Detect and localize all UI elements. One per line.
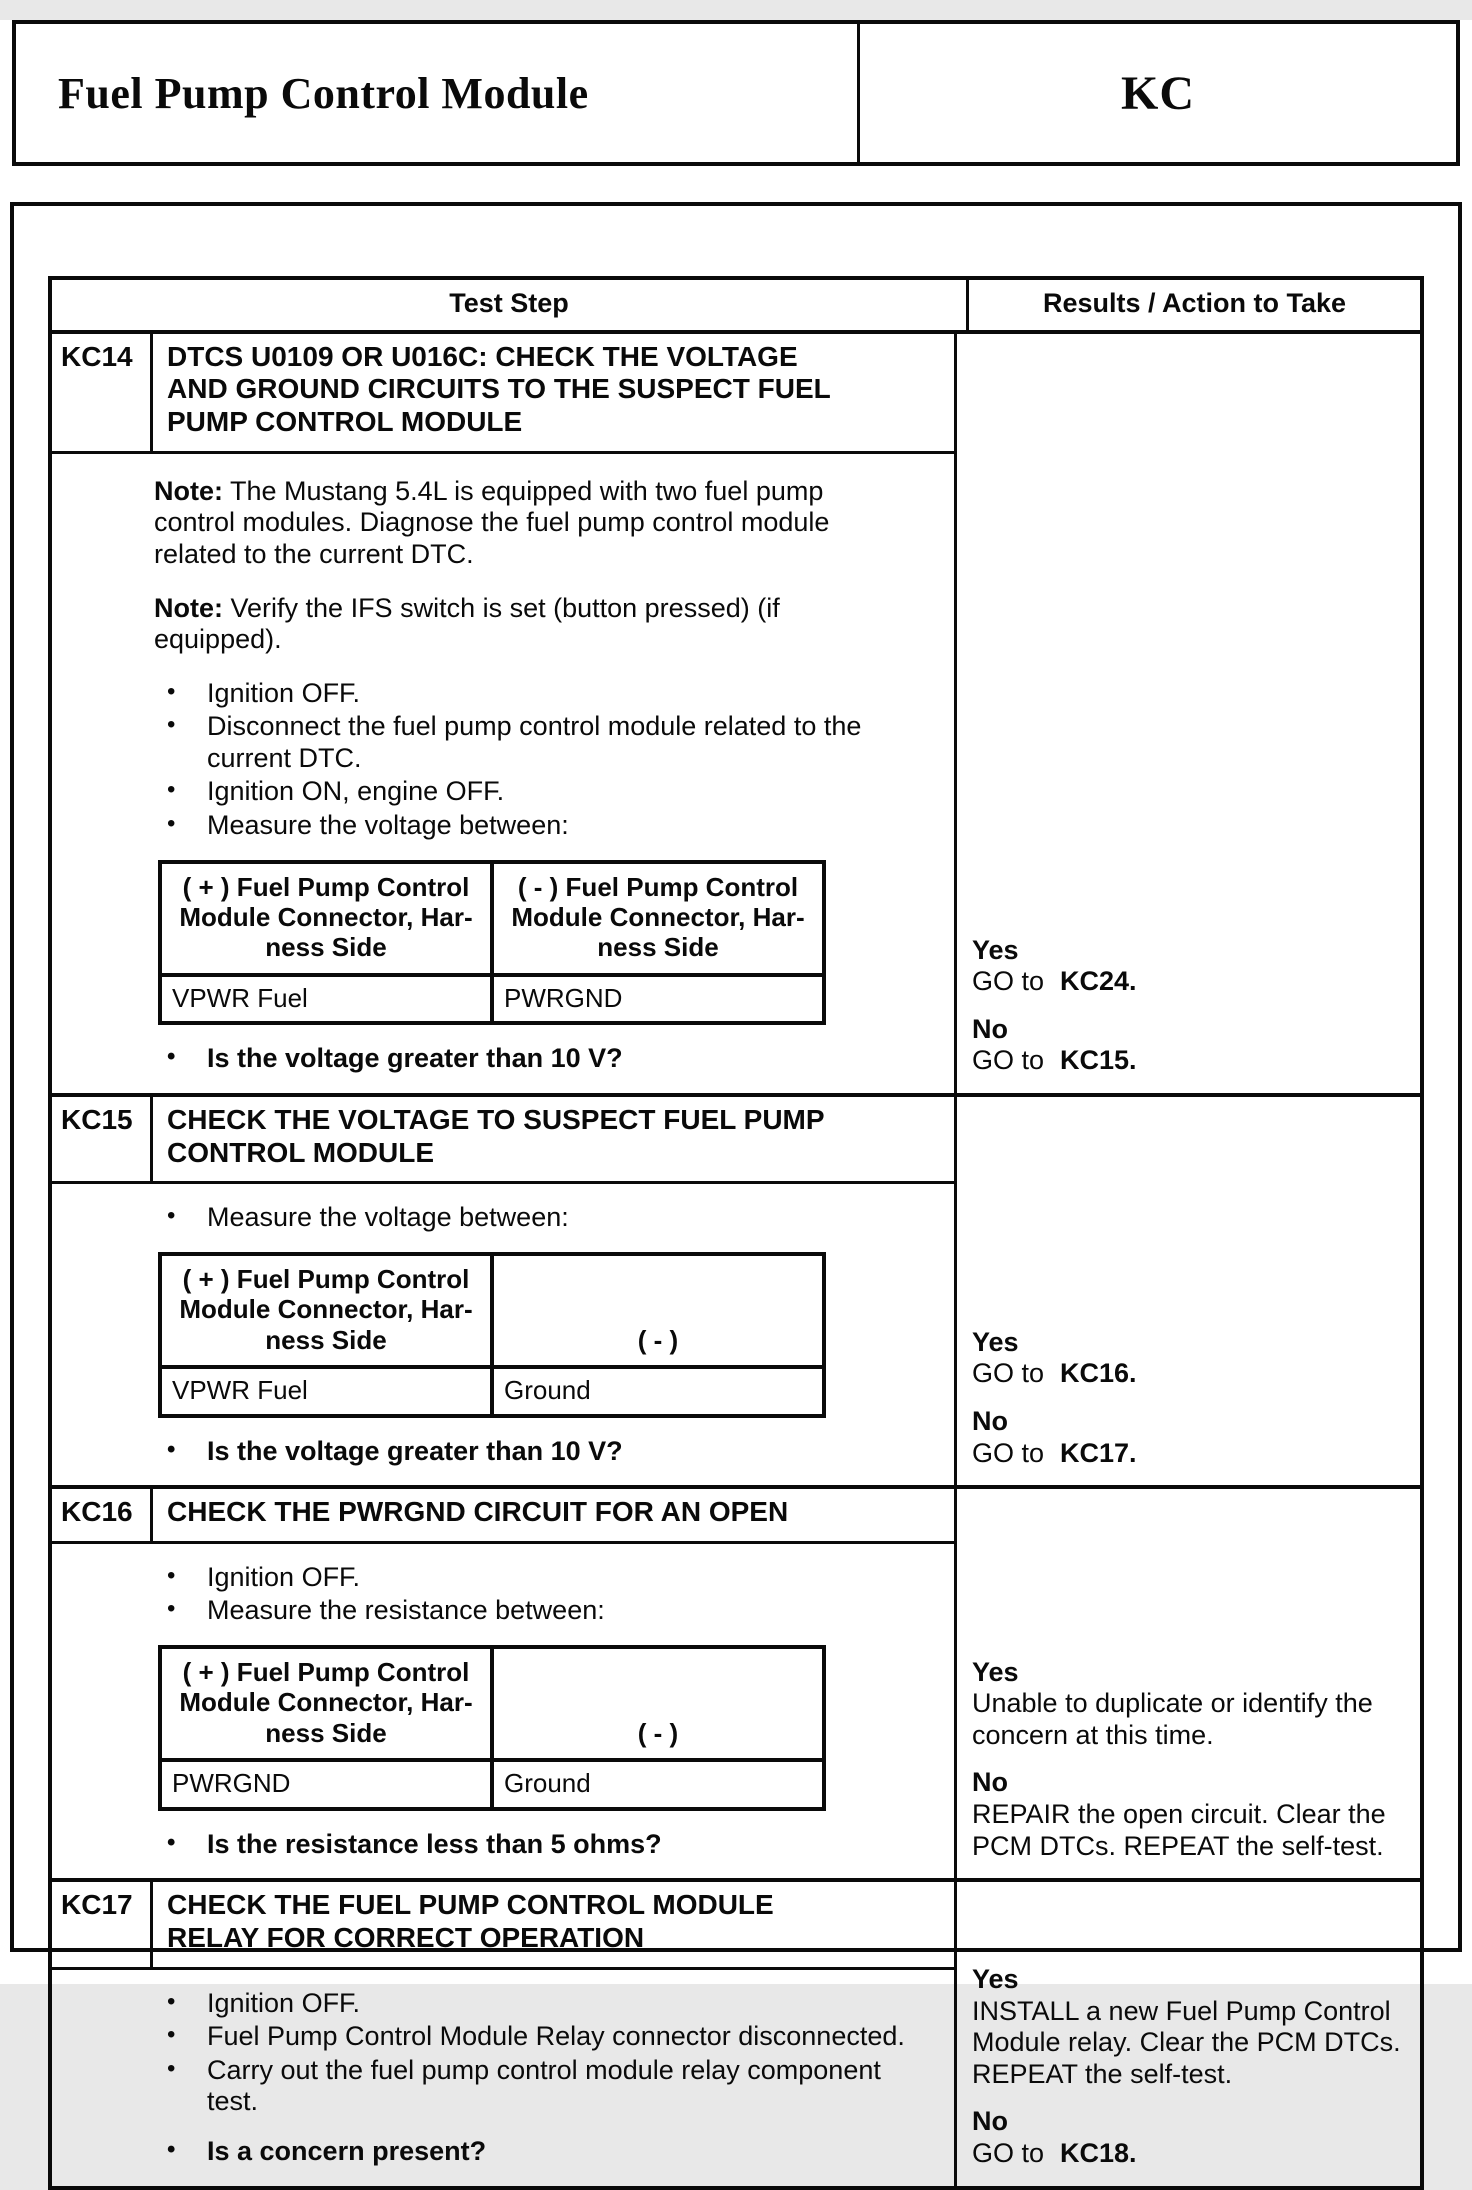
pinpoint-test-table <box>48 276 1424 2190</box>
note-paragraph: Note: Verify the IFS switch is set (button pressed) (if equipped). <box>154 592 780 655</box>
page-title: Fuel Pump Control Module <box>58 68 589 118</box>
test-step-cell <box>52 1489 957 1878</box>
instruction-bullet <box>154 2021 910 2053</box>
measurement-table-header-cell: ( - ) <box>637 1717 679 1748</box>
step-id: KC16 <box>52 1489 153 1541</box>
bullet-icon: • <box>167 1987 176 2015</box>
measurement-table-data-cell: PWRGND <box>162 1762 494 1806</box>
result-answer: Yes <box>972 934 1019 965</box>
bullet-icon: • <box>167 2054 176 2082</box>
bullet-icon: • <box>167 1595 176 1623</box>
question-bullet <box>154 1829 910 1861</box>
bullet-text: Is the resistance less than 5 ohms? <box>207 1828 662 1859</box>
bullet-icon: • <box>167 2136 176 2164</box>
measurement-table-data-cell: Ground <box>504 1375 591 1406</box>
measurement-table-header-row <box>162 1256 822 1369</box>
bullet-icon: • <box>167 1202 176 1230</box>
results-cell <box>957 1882 1420 2185</box>
page-header <box>12 20 1460 166</box>
result-action: GO to KC18. <box>972 2138 1137 2169</box>
test-step-row <box>52 1878 1420 2185</box>
note-label: Note: <box>154 592 223 623</box>
result-action: GO to KC16. <box>972 1358 1137 1389</box>
bullet-icon: • <box>167 1828 176 1856</box>
result-action: GO to KC24. <box>972 966 1137 997</box>
result-answer: No <box>972 2106 1008 2137</box>
step-title-row <box>52 334 954 454</box>
result-answer: Yes <box>972 1964 1019 1995</box>
result-answer: Yes <box>972 1656 1019 1687</box>
measurement-table-data-row <box>162 977 822 1021</box>
bullet-text: Measure the voltage between: <box>207 810 569 841</box>
bullet-icon: • <box>167 1043 176 1071</box>
measurement-table-data-cell: VPWR Fuel <box>162 1369 494 1413</box>
measurement-table <box>158 1252 826 1418</box>
step-id: KC17 <box>52 1882 153 1967</box>
result-action: Unable to duplicate or identify the concern at this time. <box>972 1688 1373 1750</box>
question-bullet <box>154 2136 910 2168</box>
test-step-cell <box>52 1097 957 1485</box>
test-step-cell <box>52 334 957 1093</box>
result-group <box>972 935 1404 998</box>
measurement-table-data-row <box>162 1762 822 1806</box>
bullet-text: Measure the resistance between: <box>207 1595 605 1626</box>
step-instructions <box>52 1544 954 1878</box>
bullet-icon: • <box>167 711 176 739</box>
step-instructions <box>52 1184 954 1485</box>
note-label: Note: <box>154 475 223 506</box>
measurement-table <box>158 1645 826 1811</box>
table-body <box>52 334 1420 2186</box>
step-title: CHECK THE PWRGND CIRCUIT FOR AN OPEN <box>167 1496 789 1528</box>
measurement-table-header-cell: ( + ) Fuel Pump Control Module Connector, Har- ness Side <box>162 864 494 973</box>
step-title: DTCS U0109 OR U016C: CHECK THE VOLTAGE AND GROUND CIRCUITS TO THE SUSPECT FUEL PUMP CONTROL MODULE <box>167 340 831 438</box>
measurement-table-header-cell: ( - ) <box>637 1324 679 1355</box>
result-action: GO to KC15. <box>972 1045 1137 1076</box>
instruction-bullet <box>154 2055 910 2118</box>
column-header-test-step: Test Step <box>52 280 969 330</box>
instruction-bullet <box>154 1595 910 1627</box>
measurement-table-header-row <box>162 864 822 977</box>
bullet-text: Measure the voltage between: <box>207 1202 569 1233</box>
instruction-bullet <box>154 711 910 774</box>
measurement-table-header-cell: ( + ) Fuel Pump Control Module Connector, Har- ness Side <box>162 1256 494 1365</box>
bullet-icon: • <box>167 2021 176 2049</box>
bullet-text: Ignition ON, engine OFF. <box>207 776 505 807</box>
goto-step-reference: KC15. <box>1060 1045 1137 1076</box>
test-step-row <box>52 334 1420 1093</box>
step-title-row <box>52 1489 954 1544</box>
result-group <box>972 1964 1404 2090</box>
page-header-title-cell <box>16 24 860 162</box>
result-group <box>972 1767 1404 1862</box>
goto-step-reference: KC17. <box>1060 1437 1137 1468</box>
test-step-row <box>52 1485 1420 1878</box>
bullet-text: Ignition OFF. <box>207 1561 361 1592</box>
measurement-table-data-cell: Ground <box>504 1768 591 1799</box>
result-group <box>972 1657 1404 1752</box>
table-header-row <box>52 280 1420 334</box>
step-title-row <box>52 1097 954 1185</box>
instruction-bullet <box>154 810 910 842</box>
result-action: INSTALL a new Fuel Pump Control Module relay. Clear the PCM DTCs. REPEAT the self-test. <box>972 1995 1401 2089</box>
step-title-row <box>52 1882 954 1970</box>
bullet-icon: • <box>167 1435 176 1463</box>
result-group <box>972 2106 1404 2169</box>
bullet-text: Ignition OFF. <box>207 677 361 708</box>
measurement-table <box>158 860 826 1026</box>
result-group <box>972 1014 1404 1077</box>
step-title: CHECK THE VOLTAGE TO SUSPECT FUEL PUMP CONTROL MODULE <box>167 1103 825 1168</box>
measurement-table-header-cell: ( + ) Fuel Pump Control Module Connector, Har- ness Side <box>162 1649 494 1758</box>
document-page <box>0 20 1472 2169</box>
bullet-text: Disconnect the fuel pump control module related to the current DTC. <box>207 711 862 773</box>
bullet-icon: • <box>167 677 176 705</box>
page-header-code-cell <box>860 24 1456 162</box>
goto-step-reference: KC18. <box>1060 2138 1137 2169</box>
result-action: REPAIR the open circuit. Clear the PCM DTCs. REPEAT the self-test. <box>972 1799 1386 1861</box>
measurement-table-data-row <box>162 1369 822 1413</box>
results-cell <box>957 1097 1420 1485</box>
bullet-text: Carry out the fuel pump control module relay component test. <box>207 2054 881 2117</box>
result-group <box>972 1327 1404 1390</box>
goto-step-reference: KC16. <box>1060 1358 1137 1389</box>
bullet-text: Is the voltage greater than 10 V? <box>207 1043 623 1074</box>
question-bullet <box>154 1436 910 1468</box>
step-instructions <box>52 454 954 1093</box>
step-title: CHECK THE FUEL PUMP CONTROL MODULE RELAY FOR CORRECT OPERATION <box>167 1889 774 1953</box>
result-answer: No <box>972 1405 1008 1436</box>
result-group <box>972 1406 1404 1469</box>
result-answer: No <box>972 1013 1008 1044</box>
note-paragraph: Note: The Mustang 5.4L is equipped with two fuel pump control modules. Diagnose the fuel pump control module related to the current DTC. <box>154 475 830 569</box>
measurement-table-header-cell: ( - ) Fuel Pump Control Module Connector, Har- ness Side <box>511 871 805 963</box>
bullet-text: Fuel Pump Control Module Relay connector disconnected. <box>207 2021 905 2052</box>
bullet-text: Is the voltage greater than 10 V? <box>207 1435 623 1466</box>
measurement-table-data-cell: PWRGND <box>504 982 623 1013</box>
instruction-bullet <box>154 776 910 808</box>
instruction-bullet <box>154 1202 910 1234</box>
bullet-text: Ignition OFF. <box>207 1987 361 2018</box>
test-step-cell <box>52 1882 957 2185</box>
step-instructions <box>52 1970 954 2186</box>
content-frame <box>10 202 1462 2169</box>
result-answer: No <box>972 1767 1008 1798</box>
column-header-results: Results / Action to Take <box>1042 288 1347 318</box>
step-id: KC14 <box>52 334 153 451</box>
section-code: KC <box>1121 66 1195 120</box>
instruction-bullet <box>154 678 910 710</box>
bullet-text: Is a concern present? <box>207 2136 487 2167</box>
results-cell <box>957 1489 1420 1878</box>
results-cell <box>957 334 1420 1093</box>
step-id: KC15 <box>52 1097 153 1182</box>
goto-step-reference: KC24. <box>1060 966 1137 997</box>
bullet-icon: • <box>167 810 176 838</box>
test-step-row <box>52 1093 1420 1485</box>
question-bullet <box>154 1043 910 1075</box>
measurement-table-data-cell: VPWR Fuel <box>162 977 494 1021</box>
measurement-table-header-row <box>162 1649 822 1762</box>
result-answer: Yes <box>972 1326 1019 1357</box>
bullet-icon: • <box>167 1561 176 1589</box>
bullet-icon: • <box>167 776 176 804</box>
result-action: GO to KC17. <box>972 1437 1137 1468</box>
instruction-bullet <box>154 1988 910 2020</box>
instruction-bullet <box>154 1562 910 1594</box>
